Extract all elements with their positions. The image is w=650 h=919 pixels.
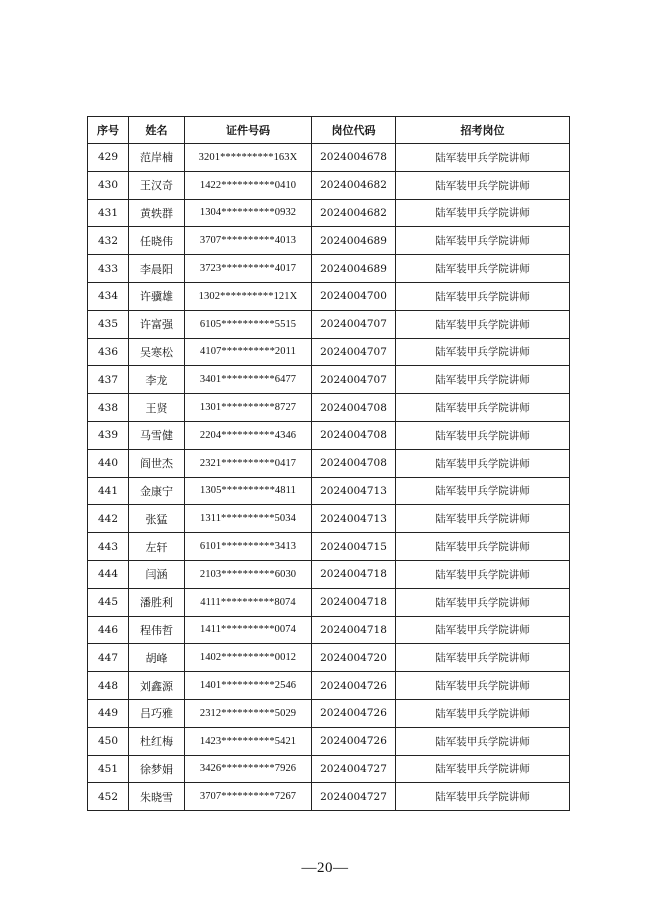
- table-row: [88, 227, 570, 255]
- table-row: [88, 338, 570, 366]
- cell-seq: 434: [88, 282, 129, 310]
- cell-id-number: 6105**********5515: [185, 310, 312, 338]
- cell-id-number: 4111**********8074: [185, 588, 312, 616]
- cell-post-code: 2024004707: [312, 338, 396, 366]
- table-row: [88, 477, 570, 505]
- cell-name: 阎世杰: [129, 449, 185, 477]
- cell-id-number: 3707**********7267: [185, 783, 312, 811]
- cell-post: 陆军装甲兵学院讲师: [396, 366, 570, 394]
- table-row: [88, 644, 570, 672]
- cell-post: 陆军装甲兵学院讲师: [396, 505, 570, 533]
- table-row: [88, 783, 570, 811]
- cell-seq: 432: [88, 227, 129, 255]
- cell-seq: 452: [88, 783, 129, 811]
- table-row: [88, 755, 570, 783]
- cell-name: 潘胜利: [129, 588, 185, 616]
- header-post-code: 岗位代码: [312, 117, 396, 144]
- cell-seq: 448: [88, 672, 129, 700]
- table-row: [88, 394, 570, 422]
- cell-post: 陆军装甲兵学院讲师: [396, 477, 570, 505]
- cell-seq: 443: [88, 533, 129, 561]
- cell-seq: 446: [88, 616, 129, 644]
- page-number: —20—: [301, 860, 349, 876]
- cell-name: 朱晓雪: [129, 783, 185, 811]
- cell-post: 陆军装甲兵学院讲师: [396, 227, 570, 255]
- cell-post-code: 2024004707: [312, 366, 396, 394]
- cell-post-code: 2024004713: [312, 477, 396, 505]
- cell-post-code: 2024004726: [312, 672, 396, 700]
- table-row: [88, 699, 570, 727]
- cell-post-code: 2024004678: [312, 144, 396, 172]
- header-row: [88, 117, 570, 144]
- cell-post: 陆军装甲兵学院讲师: [396, 199, 570, 227]
- cell-post-code: 2024004727: [312, 755, 396, 783]
- cell-id-number: 2312**********5029: [185, 699, 312, 727]
- cell-seq: 439: [88, 421, 129, 449]
- cell-name: 杜红梅: [129, 727, 185, 755]
- cell-seq: 445: [88, 588, 129, 616]
- cell-post-code: 2024004700: [312, 282, 396, 310]
- cell-name: 王贤: [129, 394, 185, 422]
- cell-post-code: 2024004689: [312, 227, 396, 255]
- cell-id-number: 4107**********2011: [185, 338, 312, 366]
- header-post: 招考岗位: [396, 117, 570, 144]
- cell-seq: 430: [88, 171, 129, 199]
- header-seq: 序号: [88, 117, 129, 144]
- cell-name: 胡峰: [129, 644, 185, 672]
- cell-seq: 433: [88, 255, 129, 283]
- cell-post-code: 2024004708: [312, 449, 396, 477]
- cell-id-number: 1411**********0074: [185, 616, 312, 644]
- cell-seq: 450: [88, 727, 129, 755]
- cell-post: 陆军装甲兵学院讲师: [396, 783, 570, 811]
- cell-id-number: 1305**********4811: [185, 477, 312, 505]
- cell-id-number: 1423**********5421: [185, 727, 312, 755]
- cell-seq: 442: [88, 505, 129, 533]
- cell-post: 陆军装甲兵学院讲师: [396, 282, 570, 310]
- table-row: [88, 310, 570, 338]
- table-row: [88, 588, 570, 616]
- cell-seq: 440: [88, 449, 129, 477]
- cell-id-number: 1422**********0410: [185, 171, 312, 199]
- cell-post-code: 2024004708: [312, 421, 396, 449]
- cell-name: 黄轶群: [129, 199, 185, 227]
- cell-id-number: 6101**********3413: [185, 533, 312, 561]
- cell-name: 吴寒松: [129, 338, 185, 366]
- table-row: [88, 533, 570, 561]
- cell-post: 陆军装甲兵学院讲师: [396, 727, 570, 755]
- cell-post: 陆军装甲兵学院讲师: [396, 644, 570, 672]
- cell-name: 许骥雄: [129, 282, 185, 310]
- table-row: [88, 505, 570, 533]
- cell-id-number: 3426**********7926: [185, 755, 312, 783]
- table-row: [88, 449, 570, 477]
- cell-name: 王汉奇: [129, 171, 185, 199]
- cell-name: 程伟哲: [129, 616, 185, 644]
- cell-id-number: 1402**********0012: [185, 644, 312, 672]
- table-row: [88, 560, 570, 588]
- cell-name: 许富强: [129, 310, 185, 338]
- cell-name: 徐梦娟: [129, 755, 185, 783]
- table-row: [88, 421, 570, 449]
- cell-post-code: 2024004718: [312, 616, 396, 644]
- cell-id-number: 2103**********6030: [185, 560, 312, 588]
- table-row: [88, 672, 570, 700]
- header-name: 姓名: [129, 117, 185, 144]
- cell-post: 陆军装甲兵学院讲师: [396, 616, 570, 644]
- cell-seq: 451: [88, 755, 129, 783]
- cell-post: 陆军装甲兵学院讲师: [396, 533, 570, 561]
- cell-seq: 444: [88, 560, 129, 588]
- cell-id-number: 3723**********4017: [185, 255, 312, 283]
- cell-id-number: 1311**********5034: [185, 505, 312, 533]
- cell-post: 陆军装甲兵学院讲师: [396, 421, 570, 449]
- cell-post-code: 2024004726: [312, 699, 396, 727]
- cell-seq: 447: [88, 644, 129, 672]
- cell-post-code: 2024004715: [312, 533, 396, 561]
- table-row: [88, 727, 570, 755]
- cell-post: 陆军装甲兵学院讲师: [396, 755, 570, 783]
- cell-seq: 431: [88, 199, 129, 227]
- cell-post-code: 2024004707: [312, 310, 396, 338]
- cell-post: 陆军装甲兵学院讲师: [396, 394, 570, 422]
- table-row: [88, 255, 570, 283]
- cell-post-code: 2024004727: [312, 783, 396, 811]
- cell-id-number: 2321**********0417: [185, 449, 312, 477]
- candidate-table: [87, 116, 570, 811]
- cell-post: 陆军装甲兵学院讲师: [396, 449, 570, 477]
- cell-name: 任晓伟: [129, 227, 185, 255]
- cell-post-code: 2024004708: [312, 394, 396, 422]
- cell-post-code: 2024004726: [312, 727, 396, 755]
- cell-post: 陆军装甲兵学院讲师: [396, 699, 570, 727]
- cell-name: 张猛: [129, 505, 185, 533]
- cell-seq: 438: [88, 394, 129, 422]
- cell-seq: 441: [88, 477, 129, 505]
- table-row: [88, 366, 570, 394]
- cell-post: 陆军装甲兵学院讲师: [396, 338, 570, 366]
- cell-name: 刘鑫源: [129, 672, 185, 700]
- cell-name: 吕巧雅: [129, 699, 185, 727]
- table-row: [88, 616, 570, 644]
- cell-post: 陆军装甲兵学院讲师: [396, 588, 570, 616]
- cell-post: 陆军装甲兵学院讲师: [396, 144, 570, 172]
- cell-post-code: 2024004713: [312, 505, 396, 533]
- cell-post-code: 2024004720: [312, 644, 396, 672]
- cell-seq: 437: [88, 366, 129, 394]
- cell-post: 陆军装甲兵学院讲师: [396, 310, 570, 338]
- cell-post: 陆军装甲兵学院讲师: [396, 672, 570, 700]
- cell-name: 马雪健: [129, 421, 185, 449]
- cell-name: 李晨阳: [129, 255, 185, 283]
- header-id-number: 证件号码: [185, 117, 312, 144]
- cell-seq: 429: [88, 144, 129, 172]
- table-row: [88, 282, 570, 310]
- table-row: [88, 144, 570, 172]
- cell-seq: 449: [88, 699, 129, 727]
- cell-name: 左轩: [129, 533, 185, 561]
- cell-id-number: 3707**********4013: [185, 227, 312, 255]
- cell-seq: 436: [88, 338, 129, 366]
- cell-id-number: 1301**********8727: [185, 394, 312, 422]
- cell-id-number: 3201**********163X: [185, 144, 312, 172]
- cell-id-number: 3401**********6477: [185, 366, 312, 394]
- cell-name: 金康宁: [129, 477, 185, 505]
- cell-post-code: 2024004689: [312, 255, 396, 283]
- cell-id-number: 2204**********4346: [185, 421, 312, 449]
- cell-post: 陆军装甲兵学院讲师: [396, 171, 570, 199]
- cell-name: 闫涵: [129, 560, 185, 588]
- cell-name: 李龙: [129, 366, 185, 394]
- cell-id-number: 1401**********2546: [185, 672, 312, 700]
- table-row: [88, 171, 570, 199]
- cell-id-number: 1304**********0932: [185, 199, 312, 227]
- cell-name: 范岸楠: [129, 144, 185, 172]
- cell-post-code: 2024004682: [312, 171, 396, 199]
- cell-seq: 435: [88, 310, 129, 338]
- cell-id-number: 1302**********121X: [185, 282, 312, 310]
- cell-post-code: 2024004682: [312, 199, 396, 227]
- cell-post: 陆军装甲兵学院讲师: [396, 255, 570, 283]
- table-body: [88, 144, 570, 811]
- cell-post-code: 2024004718: [312, 588, 396, 616]
- table-header: [88, 117, 570, 144]
- cell-post-code: 2024004718: [312, 560, 396, 588]
- table-row: [88, 199, 570, 227]
- cell-post: 陆军装甲兵学院讲师: [396, 560, 570, 588]
